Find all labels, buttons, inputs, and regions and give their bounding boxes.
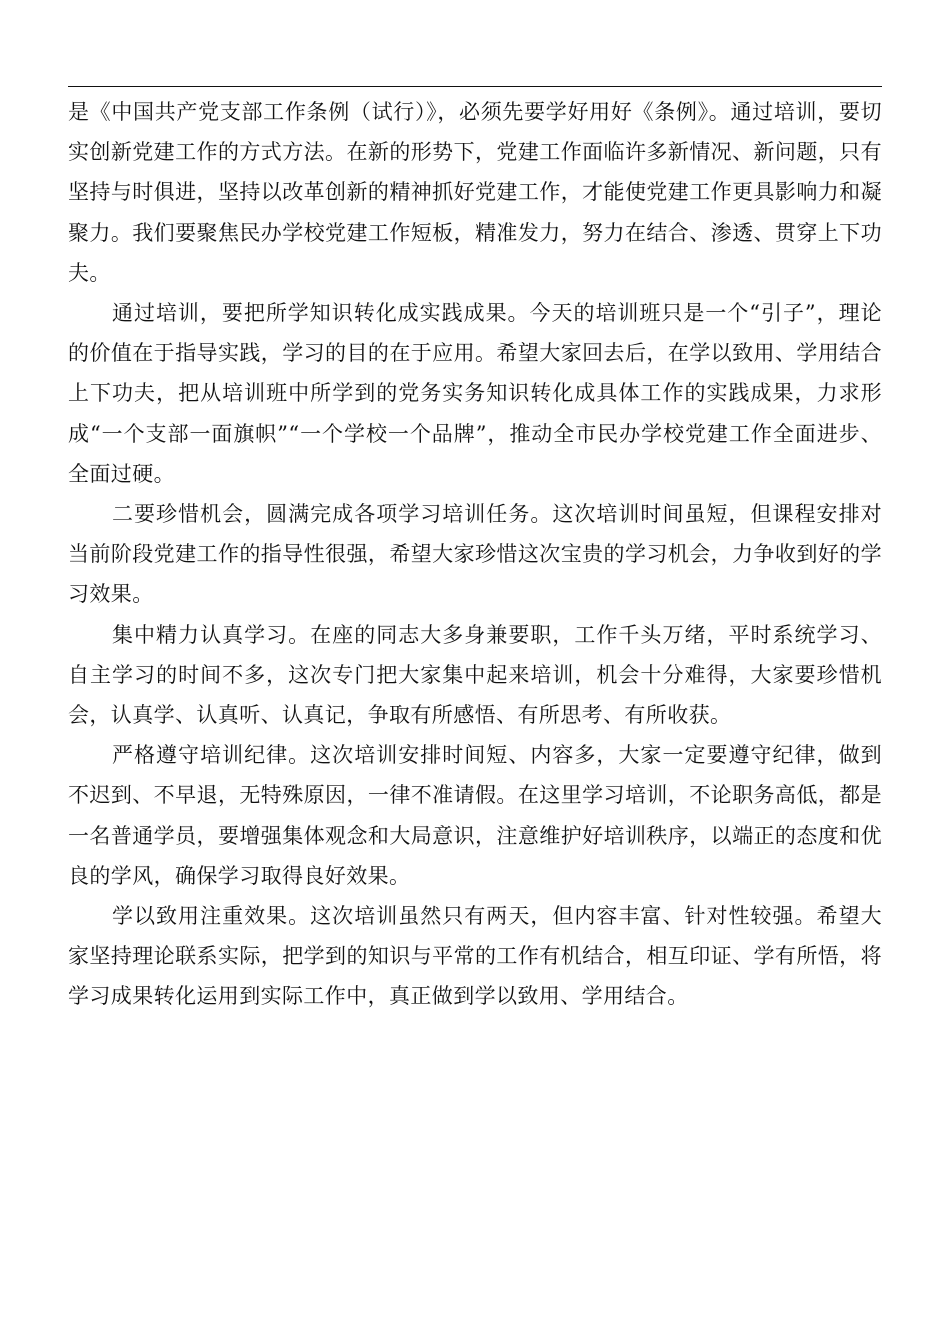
document-body: [68, 92, 882, 1017]
paragraph-focus-study: 集中精力认真学习。在座的同志大多身兼要职，工作千头万绪，平时系统学习、自主学习的时间不多，这次专门把大家集中起来培训，机会十分难得，大家要珍惜机会，认真学、认真听、认真记，争取有所感悟、有所思考、有所收获。: [68, 622, 882, 728]
paragraph-discipline: 严格遵守培训纪律。这次培训安排时间短、内容多，大家一定要遵守纪律，做到不迟到、不早退，无特殊原因，一律不准请假。在这里学习培训，不论职务高低，都是一名普通学员，要增强集体观念和大局意识，注意维护好培训秩序，以端正的态度和优良的学风，确保学习取得良好效果。: [68, 743, 882, 888]
paragraph-practice-results: 通过培训，要把所学知识转化成实践成果。今天的培训班只是一个“引子”，理论的价值在于指导实践，学习的目的在于应用。希望大家回去后，在学以致用、学用结合上下功夫，把从培训班中所学到的党务实务知识转化成具体工作的实践成果，力求形成“一个支部一面旗帜”“一个学校一个品牌”，推动全市民办学校党建工作全面进步、全面过硬。: [68, 301, 882, 486]
paragraph-continuation: 是《中国共产党支部工作条例（试行）》，必须先要学好用好《条例》。通过培训，要切实创新党建工作的方式方法。在新的形势下，党建工作面临许多新情况、新问题，只有坚持与时俱进，坚持以改革创新的精神抓好党建工作，才能使党建工作更具影响力和凝聚力。我们要聚焦民办学校党建工作短板，精准发力，努力在结合、渗透、贯穿上下功夫。: [68, 100, 882, 285]
header-rule: [68, 86, 882, 87]
paragraph-cherish-opportunity: 二要珍惜机会，圆满完成各项学习培训任务。这次培训时间虽短，但课程安排对当前阶段党建工作的指导性很强，希望大家珍惜这次宝贵的学习机会，力争收到好的学习效果。: [68, 502, 882, 607]
paragraph-apply-learning: 学以致用注重效果。这次培训虽然只有两天，但内容丰富、针对性较强。希望大家坚持理论联系实际，把学到的知识与平常的工作有机结合，相互印证、学有所悟，将学习成果转化运用到实际工作中，真正做到学以致用、学用结合。: [68, 904, 882, 1009]
